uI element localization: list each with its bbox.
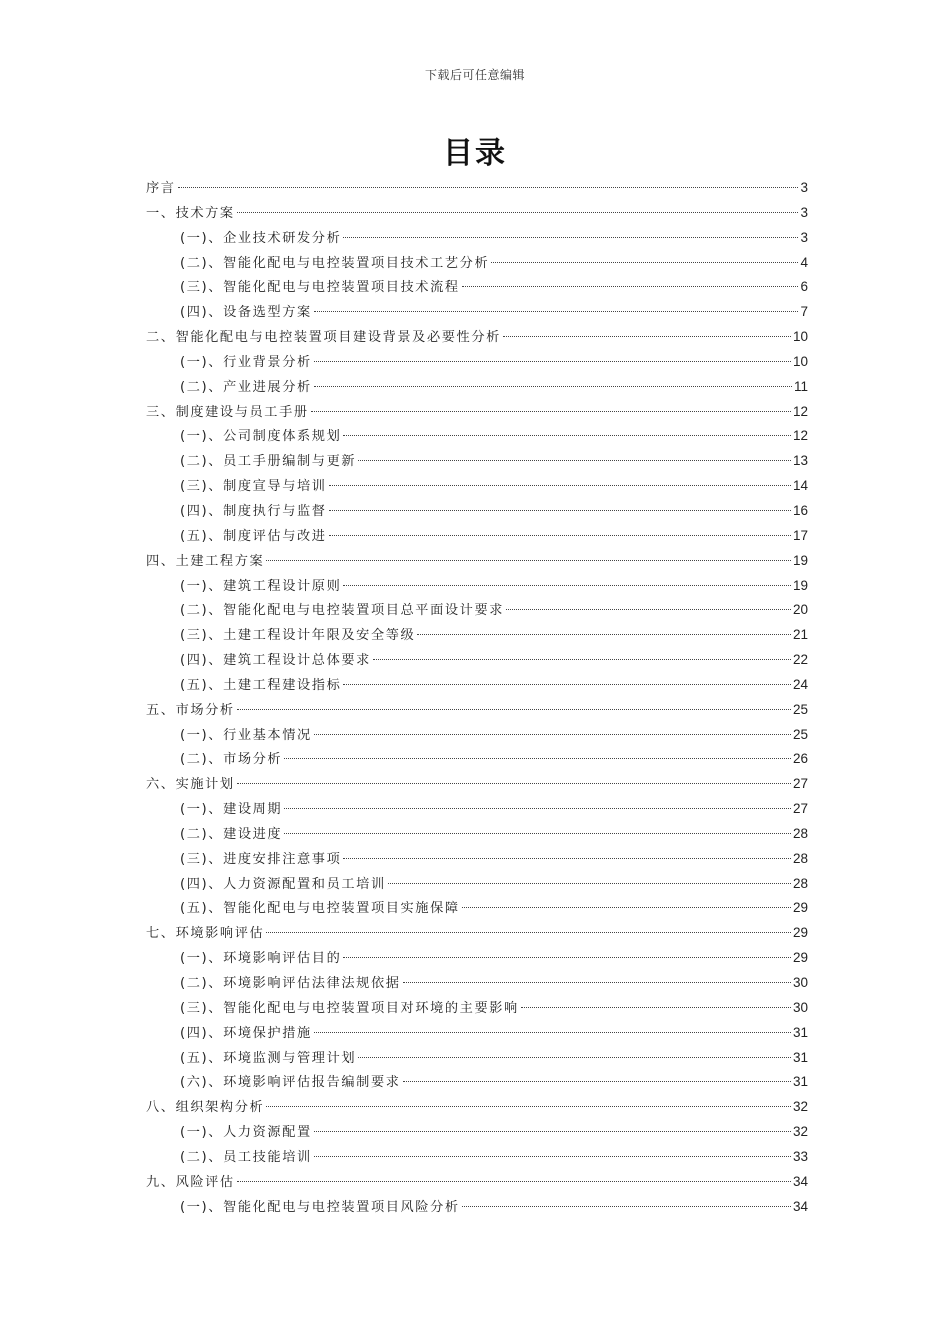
toc-dot-leader: [462, 1206, 791, 1207]
toc-dot-leader: [388, 883, 791, 884]
toc-dot-leader: [343, 957, 791, 958]
toc-entry-page: 16: [792, 502, 808, 518]
toc-entry[interactable]: [146, 1046, 808, 1071]
toc-entry-text: (四)、人力资源配置和员工培训: [180, 876, 386, 892]
toc-dot-leader: [521, 1007, 791, 1008]
toc-entry-page: 27: [792, 801, 808, 817]
toc-entry[interactable]: [146, 872, 808, 897]
toc-entry[interactable]: [146, 1021, 808, 1046]
toc-entry[interactable]: [146, 996, 808, 1021]
toc-entry-text: 四、土建工程方案: [146, 553, 265, 569]
toc-entry-text: (一)、人力资源配置: [180, 1125, 312, 1141]
toc-entry[interactable]: [146, 946, 808, 971]
toc-dot-leader: [237, 709, 791, 710]
toc-entry-text: (一)、公司制度体系规划: [180, 429, 342, 445]
toc-entry-page: 30: [792, 999, 808, 1015]
toc-entry-page: 21: [792, 627, 808, 643]
toc-entry-text: (三)、制度宣导与培训: [180, 479, 327, 495]
toc-entry-text: (五)、制度评估与改进: [180, 528, 327, 544]
toc-entry[interactable]: [146, 623, 808, 648]
toc-entry-text: 序言: [146, 181, 176, 196]
toc-entry-page: 14: [792, 478, 808, 494]
toc-entry-page: 25: [792, 726, 808, 742]
table-of-contents: [146, 176, 808, 1219]
toc-entry-text: (五)、智能化配电与电控装置项目实施保障: [180, 901, 460, 917]
toc-entry-text: 六、实施计划: [146, 777, 235, 793]
toc-entry-text: (二)、员工技能培训: [180, 1149, 312, 1165]
toc-dot-leader: [343, 237, 798, 238]
toc-dot-leader: [314, 1032, 791, 1033]
toc-entry-text: 三、制度建设与员工手册: [146, 404, 309, 420]
toc-entry-text: (五)、土建工程建设指标: [180, 677, 342, 693]
toc-entry-page: 34: [792, 1198, 808, 1214]
toc-entry[interactable]: [146, 896, 808, 921]
toc-entry-text: (二)、市场分析: [180, 752, 283, 768]
toc-entry[interactable]: [146, 598, 808, 623]
toc-entry-page: 31: [792, 1074, 808, 1090]
toc-entry[interactable]: [146, 847, 808, 872]
toc-dot-leader: [311, 411, 791, 412]
toc-entry[interactable]: [146, 325, 808, 350]
toc-dot-leader: [358, 460, 791, 461]
toc-entry[interactable]: [146, 574, 808, 599]
toc-dot-leader: [237, 783, 791, 784]
toc-entry-page: 20: [792, 602, 808, 618]
toc-entry-text: (一)、建筑工程设计原则: [180, 578, 342, 594]
toc-entry-text: (四)、设备选型方案: [180, 305, 312, 321]
toc-dot-leader: [358, 1057, 791, 1058]
toc-entry-page: 10: [792, 353, 808, 369]
toc-entry[interactable]: [146, 499, 808, 524]
toc-entry[interactable]: [146, 772, 808, 797]
toc-entry-page: 12: [792, 428, 808, 444]
toc-entry[interactable]: [146, 449, 808, 474]
toc-entry-page: 34: [792, 1173, 808, 1189]
toc-entry-text: (三)、智能化配电与电控装置项目技术流程: [180, 280, 460, 296]
toc-entry-page: 19: [792, 552, 808, 568]
toc-entry-text: (三)、进度安排注意事项: [180, 851, 342, 867]
toc-dot-leader: [329, 485, 791, 486]
toc-title: 目录: [443, 136, 507, 171]
toc-dot-leader: [462, 286, 799, 287]
toc-entry-text: (二)、智能化配电与电控装置项目技术工艺分析: [180, 255, 490, 271]
toc-entry-page: 28: [792, 850, 808, 866]
toc-entry-text: 五、市场分析: [146, 702, 235, 718]
toc-entry[interactable]: [146, 424, 808, 449]
toc-entry-page: 28: [792, 875, 808, 891]
toc-entry[interactable]: [146, 300, 808, 325]
toc-entry-page: 3: [800, 180, 808, 195]
toc-entry[interactable]: [146, 350, 808, 375]
toc-entry-text: 七、环境影响评估: [146, 926, 265, 942]
toc-entry[interactable]: [146, 375, 808, 400]
toc-entry-text: (一)、环境影响评估目的: [180, 951, 342, 967]
toc-entry[interactable]: [146, 747, 808, 772]
toc-dot-leader: [284, 833, 791, 834]
toc-entry-page: 4: [800, 254, 808, 270]
toc-entry-text: 二、智能化配电与电控装置项目建设背景及必要性分析: [146, 330, 501, 346]
toc-dot-leader: [503, 336, 791, 337]
toc-entry[interactable]: [146, 226, 808, 251]
toc-entry-text: (二)、员工手册编制与更新: [180, 454, 357, 470]
toc-entry[interactable]: [146, 971, 808, 996]
toc-entry-text: (二)、环境影响评估法律法规依据: [180, 976, 401, 991]
toc-entry-page: 22: [792, 652, 808, 668]
toc-entry-page: 10: [792, 329, 808, 345]
toc-dot-leader: [329, 510, 791, 511]
toc-entry-page: 30: [792, 975, 808, 990]
toc-dot-leader: [266, 1106, 791, 1107]
toc-entry-page: 3: [800, 229, 808, 245]
toc-entry[interactable]: [146, 549, 808, 574]
toc-entry[interactable]: [146, 400, 808, 425]
toc-entry[interactable]: [146, 797, 808, 822]
toc-entry-text: (五)、环境监测与管理计划: [180, 1050, 357, 1066]
toc-entry[interactable]: [146, 822, 808, 847]
toc-dot-leader: [343, 585, 791, 586]
toc-dot-leader: [343, 435, 791, 436]
toc-entry-text: (一)、行业背景分析: [180, 354, 312, 370]
toc-entry-page: 33: [792, 1148, 808, 1164]
toc-dot-leader: [266, 932, 791, 933]
toc-entry-text: (三)、智能化配电与电控装置项目对环境的主要影响: [180, 1000, 519, 1016]
toc-entry-page: 11: [793, 378, 808, 394]
toc-dot-leader: [373, 659, 791, 660]
toc-entry[interactable]: [146, 176, 808, 201]
toc-entry-page: 31: [792, 1049, 808, 1065]
toc-entry-page: 28: [792, 825, 808, 841]
toc-entry[interactable]: [146, 474, 808, 499]
toc-dot-leader: [314, 386, 792, 387]
toc-dot-leader: [491, 262, 798, 263]
toc-dot-leader: [506, 609, 791, 610]
toc-entry-text: (四)、环境保护措施: [180, 1025, 312, 1041]
toc-entry-page: 7: [800, 304, 808, 320]
toc-entry-page: 27: [792, 776, 808, 792]
toc-dot-leader: [343, 684, 791, 685]
toc-entry-page: 26: [792, 751, 808, 767]
toc-entry-text: (一)、建设周期: [180, 802, 283, 818]
toc-entry[interactable]: [146, 1195, 808, 1220]
toc-entry[interactable]: [146, 723, 808, 748]
toc-entry-page: 25: [792, 701, 808, 717]
header-note: 下载后可任意编辑: [424, 68, 525, 82]
toc-entry-page: 32: [792, 1099, 808, 1115]
toc-entry-page: 29: [792, 925, 808, 941]
toc-entry-text: (二)、产业进展分析: [180, 379, 312, 395]
toc-dot-leader: [178, 187, 799, 188]
toc-dot-leader: [403, 982, 791, 983]
toc-entry[interactable]: [146, 251, 808, 276]
toc-entry[interactable]: [146, 698, 808, 723]
toc-entry[interactable]: [146, 921, 808, 946]
toc-entry-text: (六)、环境影响评估报告编制要求: [180, 1075, 401, 1091]
toc-entry-text: (四)、制度执行与监督: [180, 503, 327, 519]
toc-entry-page: 17: [792, 527, 808, 543]
toc-entry-text: (二)、建设进度: [180, 826, 283, 842]
toc-entry-page: 12: [792, 403, 808, 419]
toc-entry-page: 29: [792, 950, 808, 966]
toc-entry[interactable]: [146, 673, 808, 698]
toc-dot-leader: [284, 758, 791, 759]
toc-dot-leader: [314, 311, 799, 312]
toc-dot-leader: [314, 1131, 791, 1132]
toc-entry[interactable]: [146, 1070, 808, 1095]
toc-dot-leader: [237, 1181, 791, 1182]
toc-entry[interactable]: [146, 201, 808, 226]
toc-entry-page: 31: [792, 1024, 808, 1040]
toc-entry-page: 32: [792, 1124, 808, 1140]
toc-entry-page: 13: [792, 453, 808, 469]
toc-entry[interactable]: [146, 1120, 808, 1145]
toc-entry-text: (一)、智能化配电与电控装置项目风险分析: [180, 1199, 460, 1215]
toc-dot-leader: [314, 361, 791, 362]
toc-entry[interactable]: [146, 1145, 808, 1170]
toc-entry-text: 一、技术方案: [146, 205, 235, 221]
toc-dot-leader: [314, 1156, 791, 1157]
toc-entry-text: 八、组织架构分析: [146, 1100, 265, 1116]
toc-dot-leader: [237, 212, 799, 213]
toc-entry-page: 19: [792, 577, 808, 593]
toc-entry-page: 24: [792, 676, 808, 692]
toc-dot-leader: [403, 1081, 791, 1082]
toc-entry-text: (一)、行业基本情况: [180, 727, 312, 743]
toc-entry-text: (三)、土建工程设计年限及安全等级: [180, 628, 416, 644]
toc-entry[interactable]: [146, 275, 808, 300]
toc-dot-leader: [329, 535, 791, 536]
toc-dot-leader: [284, 808, 791, 809]
toc-entry-text: (一)、企业技术研发分析: [180, 230, 342, 246]
toc-dot-leader: [417, 634, 791, 635]
toc-entry[interactable]: [146, 1095, 808, 1120]
toc-entry-text: (四)、建筑工程设计总体要求: [180, 653, 371, 669]
toc-dot-leader: [266, 560, 791, 561]
toc-dot-leader: [462, 907, 791, 908]
toc-dot-leader: [343, 858, 791, 859]
toc-entry-page: 3: [800, 204, 808, 220]
toc-entry[interactable]: [146, 524, 808, 549]
toc-entry-page: 29: [792, 900, 808, 916]
toc-entry-text: 九、风险评估: [146, 1174, 235, 1190]
toc-entry-text: (二)、智能化配电与电控装置项目总平面设计要求: [180, 603, 505, 619]
toc-entry[interactable]: [146, 648, 808, 673]
toc-entry[interactable]: [146, 1170, 808, 1195]
toc-dot-leader: [314, 734, 791, 735]
toc-entry-page: 6: [800, 279, 808, 295]
